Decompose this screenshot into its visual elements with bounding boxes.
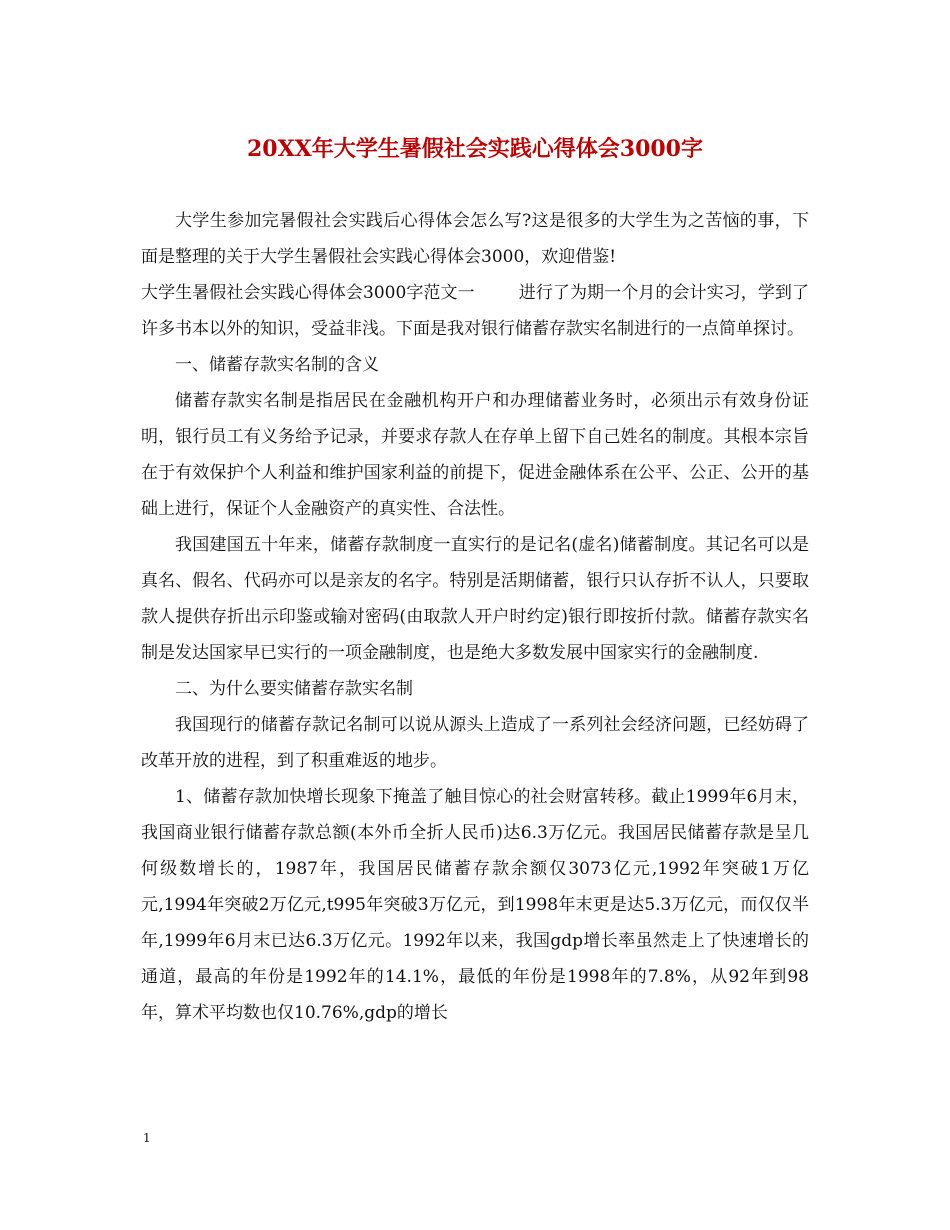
section-2-heading: 二、为什么要实储蓄存款实名制 bbox=[175, 679, 413, 699]
page-number: 1 bbox=[143, 1131, 151, 1145]
section-2-paragraph-1: 我国现行的储蓄存款记名制可以说从源头上造成了一系列社会经济问题，已经妨碍了改革开放的进程，到了积重难返的地步。 bbox=[141, 715, 809, 771]
section-2-paragraph-2: 1、储蓄存款加快增长现象下掩盖了触目惊心的社会财富转移。截止1999年6月末，我国商业银行储蓄存款总额(本外币全折人民币)达6.3万亿元。我国居民储蓄存款是呈几何级数增长的，1987年，我国居民储蓄存款余额仅3073亿元,1992年突破1万亿元,1994年突破2万亿元,t995年突破3万亿元，到1998年末更是达5.3万亿元，而仅仅半年,1999年6月末已达6.3万亿元。1992年以来，我国gdp增长率虽然走上了快速增长的通道，最高的年份是1992年的14.1%，最低的年份是1998年的7.8%，从92年到98年，算术平均数也仅10.76%,gdp的增长 bbox=[141, 787, 809, 1023]
document-body bbox=[141, 203, 809, 1031]
sample-opening: 进行了为期一个月的会计实习，学到了许多书本以外的知识，受益非浅。下面是我对银行储蓄存款实名制进行的一点简单探讨。 bbox=[141, 283, 809, 339]
intro-paragraph: 大学生参加完暑假社会实践后心得体会怎么写?这是很多的大学生为之苦恼的事，下面是整理的关于大学生暑假社会实践心得体会3000，欢迎借鉴! bbox=[141, 211, 809, 267]
sample-paragraph bbox=[141, 275, 809, 347]
section-1-paragraph-2: 我国建国五十年来，储蓄存款制度一直实行的是记名(虚名)储蓄制度。其记名可以是真名、假名、代码亦可以是亲友的名字。特别是活期储蓄，银行只认存折不认人，只要取款人提供存折出示印鉴或输对密码(由取款人开户时约定)银行即按折付款。储蓄存款实名制是发达国家早已实行的一项金融制度，也是绝大多数发展中国家实行的金融制度. bbox=[141, 535, 809, 663]
sample-heading: 大学生暑假社会实践心得体会3000字范文一 bbox=[141, 283, 475, 303]
document-title: 20XX年大学生暑假社会实践心得体会3000字 bbox=[247, 136, 703, 162]
section-1-paragraph-1: 储蓄存款实名制是指居民在金融机构开户和办理储蓄业务时，必须出示有效身份证明，银行员工有义务给予记录，并要求存款人在存单上留下自己姓名的制度。其根本宗旨在于有效保护个人利益和维护国家利益的前提下，促进金融体系在公平、公正、公开的基础上进行，保证个人金融资产的真实性、合法性。 bbox=[141, 391, 809, 519]
section-1-heading: 一、储蓄存款实名制的含义 bbox=[175, 355, 379, 375]
